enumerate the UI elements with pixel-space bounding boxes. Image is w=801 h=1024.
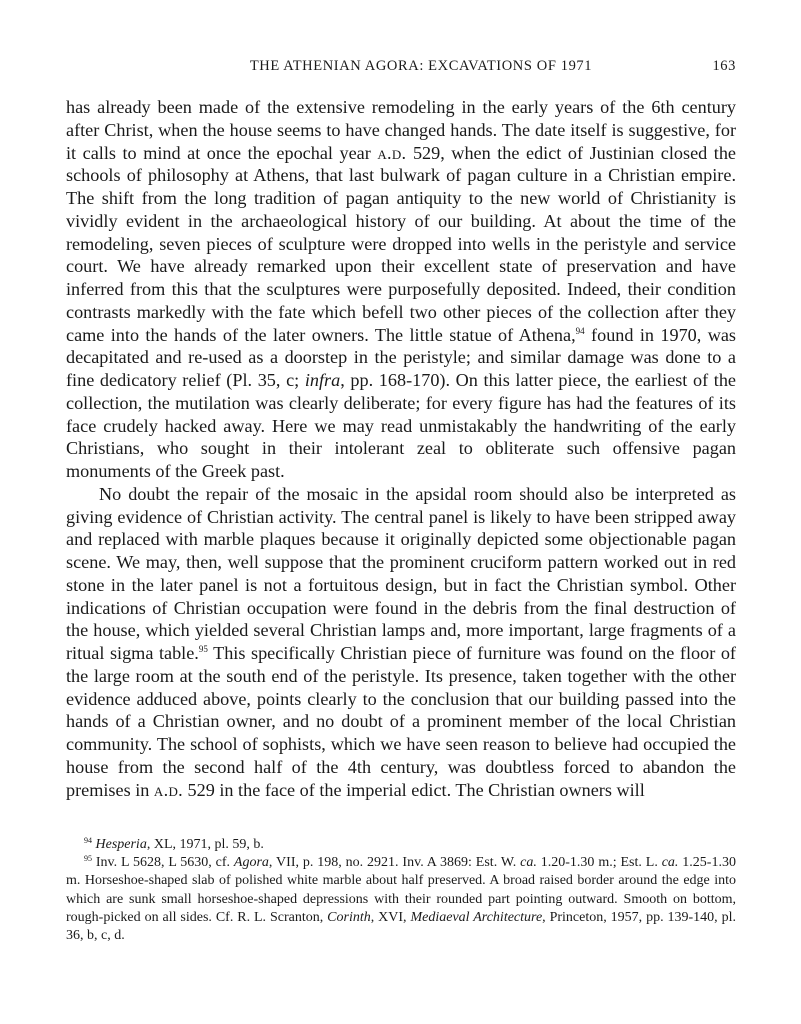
running-header: [66, 58, 736, 82]
publication-title: Corinth: [327, 909, 371, 925]
footnote-ref-95[interactable]: 95: [198, 644, 208, 654]
page-number: 163: [712, 58, 736, 74]
footnote-text: 1.20-1.30 m.; Est. L.: [536, 855, 662, 871]
footnote-text: Inv. L 5628, L 5630, cf.: [95, 855, 234, 871]
footnote-94: [66, 836, 736, 854]
footnote-number: 95: [84, 854, 92, 864]
footnote-95: [66, 854, 736, 945]
publication-title: Agora: [233, 855, 269, 871]
era-abbreviation: a.d.: [153, 779, 183, 800]
footnote-text: 1.25-1.30 m. Horseshoe-shaped slab of polished white marble about half preserved. A broad raised border around the edge into which are sunk small horseshoe-shaped depressions with their rounded part pointing outward. Smooth on bottom, rough-picked on all sides. Cf. R. L. Scranton,: [66, 855, 736, 925]
circa-abbreviation: ca.: [661, 855, 679, 871]
p1-text-3: found in 1970, was decapitated and re-used as a doorstep in the peristyle; and similar damage was done to a fine dedicatory relief (Pl. 35, c;: [66, 324, 736, 390]
p2-text-3: 529 in the face of the imperial edict. The Christian owners will: [182, 779, 645, 800]
main-text: [66, 96, 736, 801]
paragraph-2: [66, 483, 736, 802]
p1-text-1: has already been made of the extensive remodeling in the early years of the 6th century after Christ, when the house seems to have changed hands. The date itself is suggestive, for it calls to mind at once the epochal year: [66, 97, 736, 163]
p2-text-1: No doubt the repair of the mosaic in the apsidal room should also be interpreted as giving evidence of Christian activity. The central panel is likely to have been stripped away and replaced with marble plaques because it originally depicted some objectionable pagan scene. We may, then, well suppose that the prominent cruciform pattern worked out in red stone in the later panel is not a fortuitous design, but in fact the Christian symbol. Other indications of Christian occupation were found in the debris from the final destruction of the house, which yielded several Christian lamps and, more important, large fragments of a ritual sigma table.: [66, 483, 736, 663]
footnotes: [66, 836, 736, 945]
p1-text-4: , pp. 168-170). On this latter piece, the earliest of the collection, the mutilation was clearly deliberate; for every figure has had the features of its face crudely hacked away. Here we may read unmistakably the handwriting of the early Christians, who sought in their intolerant zeal to obliterate such offensive pagan monuments of the Greek past.: [66, 370, 736, 481]
footnote-text: , XL, 1971, pl. 59, b.: [146, 837, 264, 852]
footnote-text: , VII, p. 198, no. 2921. Inv. A 3869: Est. W.: [268, 855, 521, 871]
journal-title: Hesperia: [95, 837, 147, 852]
paragraph-1: [66, 96, 736, 483]
era-abbreviation: a.d.: [377, 142, 407, 163]
footnote-text: , XVI,: [370, 909, 411, 925]
circa-abbreviation: ca.: [520, 855, 537, 871]
running-title: THE ATHENIAN AGORA: EXCAVATIONS OF 1971: [249, 58, 593, 74]
infra-reference: infra: [304, 370, 341, 390]
footnote-ref-94[interactable]: 94: [575, 325, 585, 336]
p2-text-2: This specifically Christian piece of furniture was found on the floor of the large room at the south end of the peristyle. Its presence, taken together with the other evidence adduced above, points clearly to the conclusion that our building passed into the hands of a Christian owner, and no doubt of a prominent member of the local Christian community. The school of sophists, which we have seen reason to believe had occupied the house from the second half of the 4th century, was doubtless forced to abandon the premises in: [66, 643, 736, 800]
p1-text-2: 529, when the edict of Justinian closed the schools of philosophy at Athens, that last bulwark of pagan culture in a Christian empire. The shift from the long tradition of pagan antiquity to the new world of Christianity is vividly evident in the archaeological history of our building. At about the time of the remodeling, seven pieces of sculpture were dropped into wells in the peristyle and service court. We have already remarked upon their excellent state of preservation and have inferred from this that the sculptures were purposefully deposited. Indeed, their condition contrasts markedly with the fate which befell two other pieces of the collection after they came into the hands of the later owners. The little statue of Athena,: [66, 142, 736, 345]
footnote-number: 94: [84, 836, 92, 845]
footnote-text: , Princeton, 1957, pp. 139-140, pl. 36, b, c, d.: [66, 909, 736, 944]
publication-subtitle: Mediaeval Architecture: [410, 909, 543, 925]
